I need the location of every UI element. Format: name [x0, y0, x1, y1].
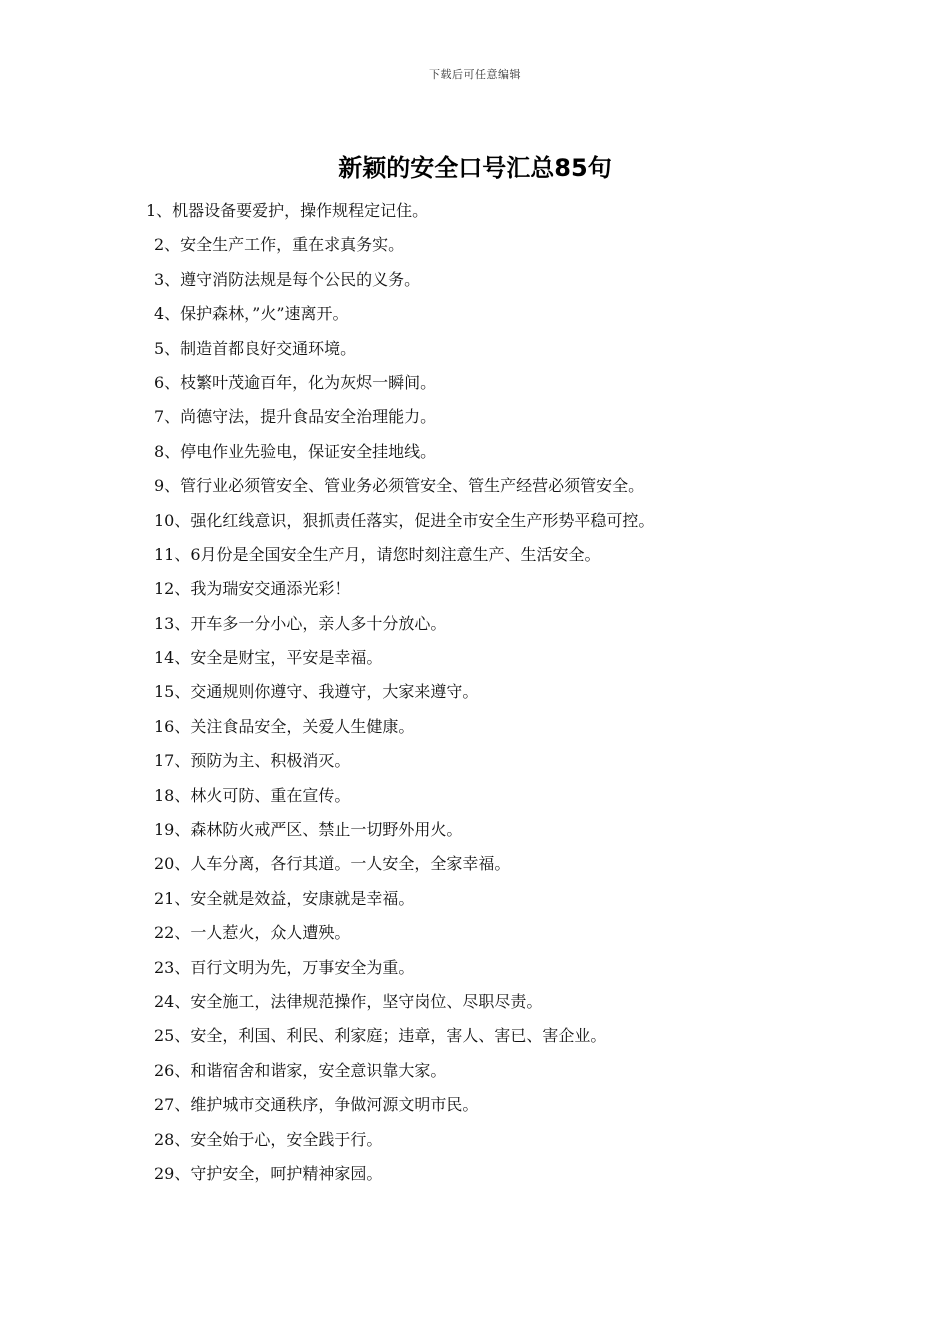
list-item: 19、森林防火戒严区、禁止一切野外用火。 — [154, 820, 463, 840]
slogan-list — [0, 197, 950, 1194]
list-item: 13、开车多一分小心，亲人多十分放心。 — [154, 613, 447, 633]
list-item: 4、保护森林，”火”速离开。 — [154, 304, 349, 324]
list-item: 20、人车分离，各行其道。一人安全，全家幸福。 — [154, 854, 511, 874]
list-item: 24、安全施工，法律规范操作，坚守岗位、尽职尽责。 — [154, 991, 543, 1011]
list-item: 23、百行文明为先，万事安全为重。 — [154, 957, 415, 977]
list-item: 26、和谐宿舍和谐家，安全意识靠大家。 — [154, 1060, 447, 1080]
list-item: 7、尚德守法，提升食品安全治理能力。 — [154, 407, 437, 427]
list-item: 8、停电作业先验电，保证安全挂地线。 — [154, 441, 437, 461]
list-item: 5、制造首都良好交通环境。 — [154, 338, 357, 358]
list-item: 27、维护城市交通秩序，争做河源文明市民。 — [154, 1095, 479, 1115]
list-item: 16、关注食品安全，关爱人生健康。 — [154, 716, 415, 736]
list-item: 1、机器设备要爱护，操作规程定记住。 — [146, 201, 429, 220]
list-item: 2、安全生产工作，重在求真务实。 — [154, 235, 405, 255]
list-item: 10、强化红线意识，狠抓责任落实，促进全市安全生产形势平稳可控。 — [154, 510, 655, 530]
list-item: 11、6月份是全国安全生产月，请您时刻注意生产、生活安全。 — [154, 544, 601, 564]
list-item: 18、林火可防、重在宣传。 — [154, 785, 351, 805]
list-item: 9、管行业必须管安全、管业务必须管安全、管生产经营必须管安全。 — [154, 476, 645, 496]
list-item: 6、枝繁叶茂逾百年，化为灰烬一瞬间。 — [154, 372, 437, 392]
list-item: 29、守护安全，呵护精神家园。 — [154, 1163, 383, 1183]
list-item: 17、预防为主、积极消灭。 — [154, 751, 351, 771]
list-item: 14、安全是财宝，平安是幸福。 — [154, 648, 383, 668]
list-item: 3、遵守消防法规是每个公民的义务。 — [154, 269, 421, 289]
list-item: 15、交通规则你遵守、我遵守，大家来遵守。 — [154, 682, 479, 702]
list-item: 21、安全就是效益，安康就是幸福。 — [154, 888, 415, 908]
header-note: 下载后可任意编辑 — [429, 68, 521, 81]
list-item: 28、安全始于心，安全践于行。 — [154, 1129, 383, 1149]
list-item: 12、我为瑞安交通添光彩！ — [154, 579, 351, 599]
list-item: 22、一人惹火，众人遭殃。 — [154, 923, 351, 943]
list-item: 25、安全，利国、利民、利家庭；违章，害人、害已、害企业。 — [154, 1026, 607, 1046]
page-title: 新颖的安全口号汇总85句 — [338, 154, 612, 182]
